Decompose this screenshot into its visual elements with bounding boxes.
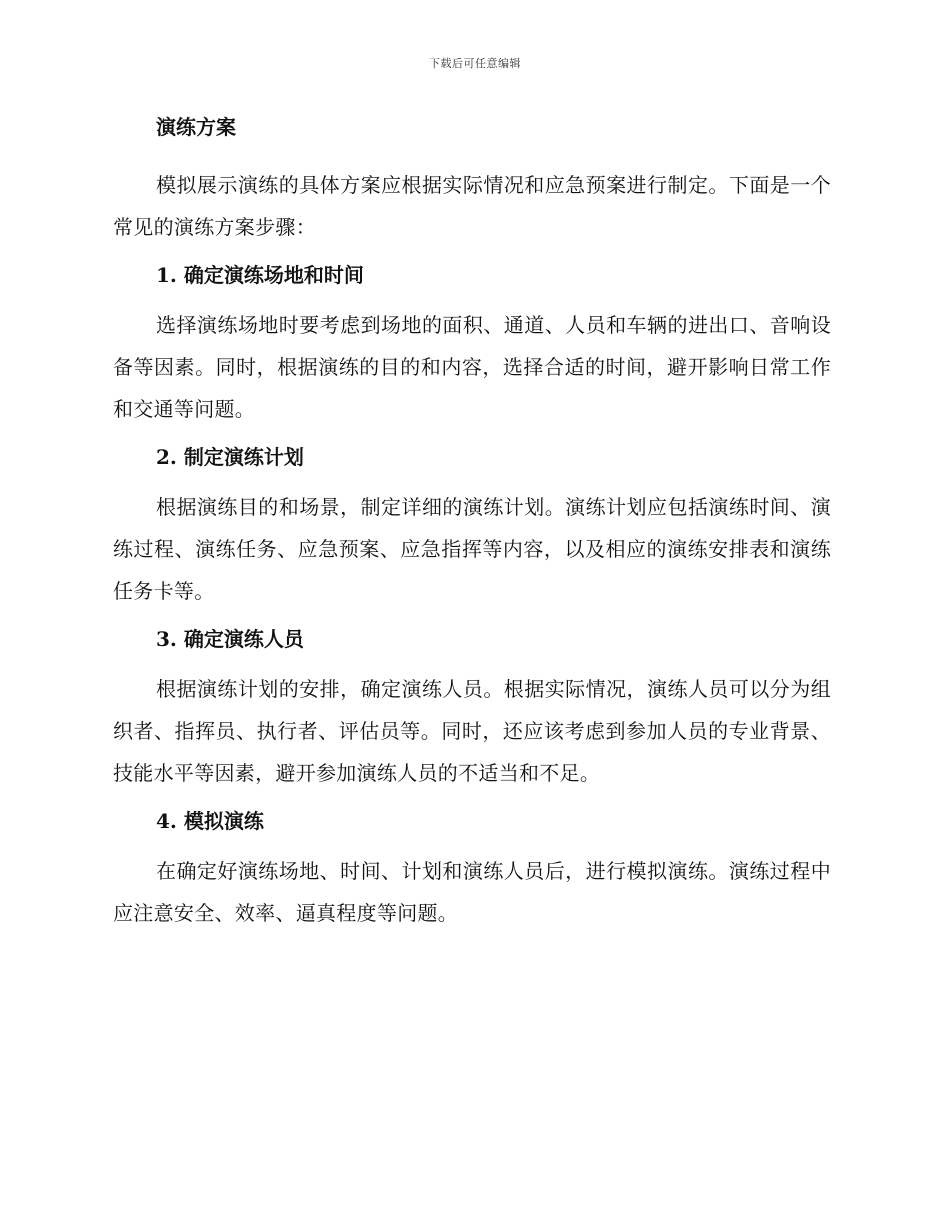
intro-paragraph: 模拟展示演练的具体方案应根据实际情况和应急预案进行制定。下面是一个常见的演练方案步骤： xyxy=(113,173,831,239)
section-body-1: 选择演练场地时要考虑到场地的面积、通道、人员和车辆的进出口、音响设备等因素。同时，根据演练的目的和内容，选择合适的时间，避开影响日常工作和交通等问题。 xyxy=(113,313,831,421)
document-content xyxy=(113,112,831,946)
document-title: 演练方案 xyxy=(156,115,236,139)
section-heading-3: 3. 确定演练人员 xyxy=(156,627,304,651)
section-body-3: 根据演练计划的安排，确定演练人员。根据实际情况，演练人员可以分为组织者、指挥员、执行者、评估员等。同时，还应该考虑到参加人员的专业背景、技能水平等因素，避开参加演练人员的不适当和不足。 xyxy=(113,677,831,785)
section-body-2: 根据演练目的和场景，制定详细的演练计划。演练计划应包括演练时间、演练过程、演练任务、应急预案、应急指挥等内容，以及相应的演练安排表和演练任务卡等。 xyxy=(113,495,831,603)
section-heading-1: 1. 确定演练场地和时间 xyxy=(156,263,364,287)
section-body-4: 在确定好演练场地、时间、计划和演练人员后，进行模拟演练。演练过程中应注意安全、效率、逼真程度等问题。 xyxy=(113,859,831,925)
section-heading-4: 4. 模拟演练 xyxy=(156,809,264,833)
section-heading-2: 2. 制定演练计划 xyxy=(156,445,304,469)
header-note: 下载后可任意编辑 xyxy=(429,57,521,70)
